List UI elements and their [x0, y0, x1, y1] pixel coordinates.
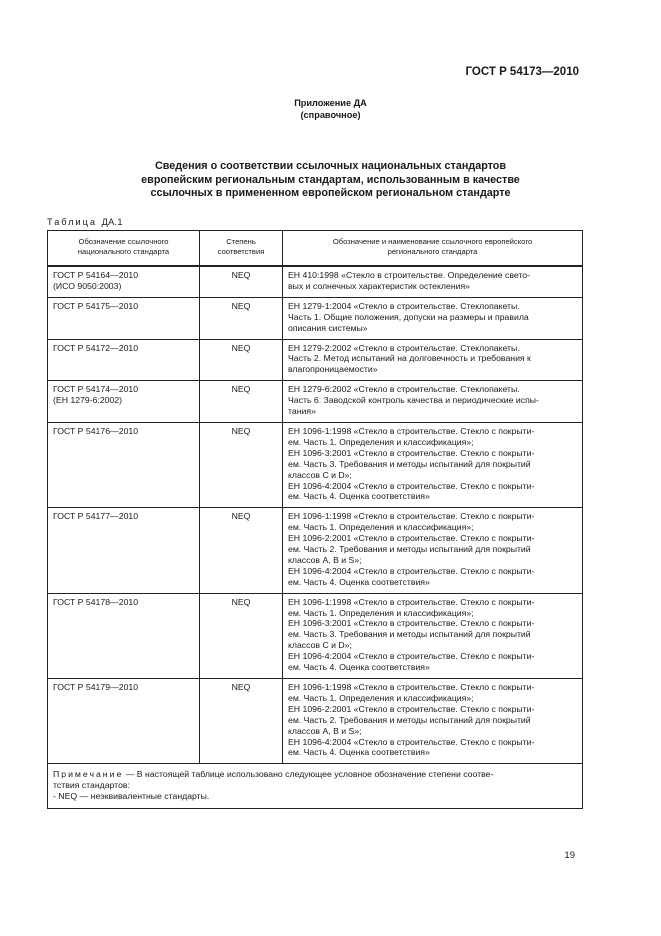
- european-standard-line: ЕН 410:1998 «Стекло в строительстве. Определение свето-: [288, 270, 530, 280]
- european-standard-line: ЕН 1096-4:2004 «Стекло в строительстве. Стекло с покрыти-: [288, 480, 535, 491]
- european-standard-line: ЕН 1096-2:2001 «Стекло в строительстве. Стекло с покрыти-: [288, 703, 535, 714]
- european-standard-line: ем. Часть 2. Требования и методы испытаний для покрытий: [288, 544, 531, 555]
- european-standard-line: ем. Часть 1. Определения и классификация»;: [288, 436, 474, 447]
- european-standard-line: ЕН 1096-1:1998 «Стекло в строительстве. Стекло с покрыти-: [288, 682, 535, 692]
- european-standard-line: ем. Часть 4. Оценка соответствия»: [288, 491, 430, 502]
- european-standard-line: ЕН 1096-1:1998 «Стекло в строительстве. Стекло с покрыти-: [288, 425, 535, 436]
- european-standard-line: классов А, В и S»;: [288, 554, 362, 565]
- national-standard-line: ГОСТ Р 54178—2010: [53, 596, 139, 607]
- european-standard-cell: [283, 593, 583, 678]
- european-standard-cell: [283, 679, 583, 764]
- european-standard-cell: [283, 266, 583, 297]
- correspondence-table: [47, 230, 583, 809]
- table-row: [48, 339, 583, 381]
- degree-cell: NEQ: [200, 381, 283, 423]
- column-header-degree: Степень соответствия: [200, 231, 283, 267]
- european-standard-line: ЕН 1279-1:2004 «Стекло в строительстве. Стеклопакеты.: [288, 300, 520, 311]
- european-standard-line: классов С и D»;: [288, 469, 352, 480]
- table-header-row: [48, 231, 583, 267]
- national-standard-cell: [48, 339, 200, 381]
- european-standard-line: тания»: [288, 406, 316, 417]
- note-label: Примечание: [53, 769, 124, 780]
- european-standard-line: классов А, В и S»;: [288, 725, 362, 736]
- european-standard-line: ем. Часть 4. Оценка соответствия»: [288, 747, 430, 758]
- table-row: [48, 266, 583, 297]
- table-row: [48, 422, 583, 507]
- degree-cell: NEQ: [200, 593, 283, 678]
- european-standard-line: ем. Часть 3. Требования и методы испытаний для покрытий: [288, 458, 531, 469]
- appendix-heading: [0, 97, 661, 121]
- note-line: [53, 769, 577, 780]
- national-standard-cell: [48, 593, 200, 678]
- section-title-line: ссылочных в примененном европейском региональном стандарте: [150, 187, 511, 199]
- column-header-european-standard: Обозначение и наименование ссылочного европейского регионального стандарта: [283, 231, 583, 267]
- table-caption-number: ДА.1: [101, 217, 123, 227]
- european-standard-cell: [283, 297, 583, 339]
- document-code: ГОСТ Р 54173—2010: [465, 66, 579, 78]
- european-standard-line: ЕН 1096-1:1998 «Стекло в строительстве. Стекло с покрыти-: [288, 596, 535, 607]
- section-title: [0, 160, 661, 201]
- national-standard-line: ГОСТ Р 54179—2010: [53, 682, 139, 692]
- national-standard-line: ГОСТ Р 54177—2010: [53, 511, 139, 522]
- column-header-national-standard: Обозначение ссылочного национального стандарта: [48, 231, 200, 267]
- degree-cell: NEQ: [200, 679, 283, 764]
- table-row: [48, 508, 583, 593]
- european-standard-line: описания системы»: [288, 322, 368, 333]
- section-title-line: европейским региональным стандартам, использованным в качестве: [141, 173, 520, 186]
- european-standard-line: ем. Часть 4. Оценка соответствия»: [288, 576, 430, 587]
- national-standard-line: ГОСТ Р 54172—2010: [53, 342, 139, 353]
- european-standard-line: ЕН 1096-4:2004 «Стекло в строительстве. Стекло с покрыти-: [288, 651, 535, 662]
- national-standard-line: ГОСТ Р 54174—2010: [53, 384, 139, 395]
- european-standard-cell: [283, 381, 583, 423]
- section-title-line: Сведения о соответствии ссылочных национальных стандартов: [154, 160, 507, 172]
- note-line: - NEQ — неэквивалентные стандарты.: [53, 791, 210, 802]
- european-standard-line: ем. Часть 1. Определения и классификация»;: [288, 692, 474, 703]
- european-standard-line: Часть 1. Общие положения, допуски на размеры и правила: [288, 311, 529, 322]
- european-standard-line: классов С и D»;: [288, 640, 352, 651]
- table-row: [48, 381, 583, 423]
- degree-cell: NEQ: [200, 339, 283, 381]
- european-standard-cell: [283, 508, 583, 593]
- european-standard-line: ем. Часть 2. Требования и методы испытаний для покрытий: [288, 714, 531, 725]
- european-standard-cell: [283, 422, 583, 507]
- european-standard-line: ЕН 1096-4:2004 «Стекло в строительстве. Стекло с покрыти-: [288, 565, 535, 576]
- degree-cell: NEQ: [200, 508, 283, 593]
- national-standard-cell: [48, 679, 200, 764]
- european-standard-line: ЕН 1096-3:2001 «Стекло в строительстве. Стекло с покрыти-: [288, 618, 535, 629]
- national-standard-cell: [48, 508, 200, 593]
- national-standard-line: ГОСТ Р 54164—2010: [53, 270, 139, 280]
- national-standard-line: ГОСТ Р 54176—2010: [53, 425, 139, 436]
- note-row: [48, 764, 583, 809]
- european-standard-cell: [283, 339, 583, 381]
- european-standard-line: ЕН 1279-6:2002 «Стекло в строительстве. Стеклопакеты.: [288, 384, 520, 395]
- european-standard-line: ЕН 1279-2:2002 «Стекло в строительстве. Стеклопакеты.: [288, 342, 520, 353]
- appendix-subtitle: (справочное): [300, 110, 361, 120]
- note-cell: [48, 764, 583, 809]
- european-standard-line: ем. Часть 3. Требования и методы испытаний для покрытий: [288, 629, 531, 640]
- degree-cell: NEQ: [200, 266, 283, 297]
- european-standard-line: ем. Часть 1. Определения и классификация»;: [288, 607, 474, 618]
- appendix-title: Приложение ДА: [294, 98, 367, 108]
- national-standard-line: (ЕН 1279-6:2002): [53, 395, 123, 406]
- european-standard-line: ЕН 1096-2:2001 «Стекло в строительстве. Стекло с покрыти-: [288, 533, 535, 544]
- table-caption-word: Таблица: [47, 217, 98, 227]
- european-standard-line: ЕН 1096-4:2004 «Стекло в строительстве. Стекло с покрыти-: [288, 736, 535, 747]
- table-row: [48, 679, 583, 764]
- degree-cell: NEQ: [200, 422, 283, 507]
- national-standard-cell: [48, 422, 200, 507]
- european-standard-line: ЕН 1096-3:2001 «Стекло в строительстве. Стекло с покрыти-: [288, 447, 535, 458]
- table-row: [48, 297, 583, 339]
- table-caption: [47, 217, 123, 227]
- degree-cell: NEQ: [200, 297, 283, 339]
- european-standard-line: ем. Часть 1. Определения и классификация»;: [288, 522, 474, 533]
- national-standard-cell: [48, 297, 200, 339]
- national-standard-cell: [48, 381, 200, 423]
- european-standard-line: Часть 2. Метод испытаний на долговечность и требования к: [288, 353, 531, 364]
- note-text: — В настоящей таблице использовано следующее условное обозначение степени соотве-: [123, 769, 494, 780]
- european-standard-line: ем. Часть 4. Оценка соответствия»: [288, 662, 430, 673]
- note-line: тствия стандартов:: [53, 780, 130, 791]
- table-row: [48, 593, 583, 678]
- national-standard-cell: [48, 266, 200, 297]
- european-standard-line: ЕН 1096-1:1998 «Стекло в строительстве. Стекло с покрыти-: [288, 511, 535, 522]
- european-standard-line: Часть 6. Заводской контроль качества и периодические испы-: [288, 395, 539, 406]
- european-standard-line: вых и солнечных характеристик остекления»: [288, 280, 470, 291]
- page-number: 19: [564, 850, 575, 861]
- european-standard-line: влагопроницаемости»: [288, 364, 378, 375]
- national-standard-line: ГОСТ Р 54175—2010: [53, 300, 139, 311]
- national-standard-line: (ИСО 9050:2003): [53, 280, 122, 291]
